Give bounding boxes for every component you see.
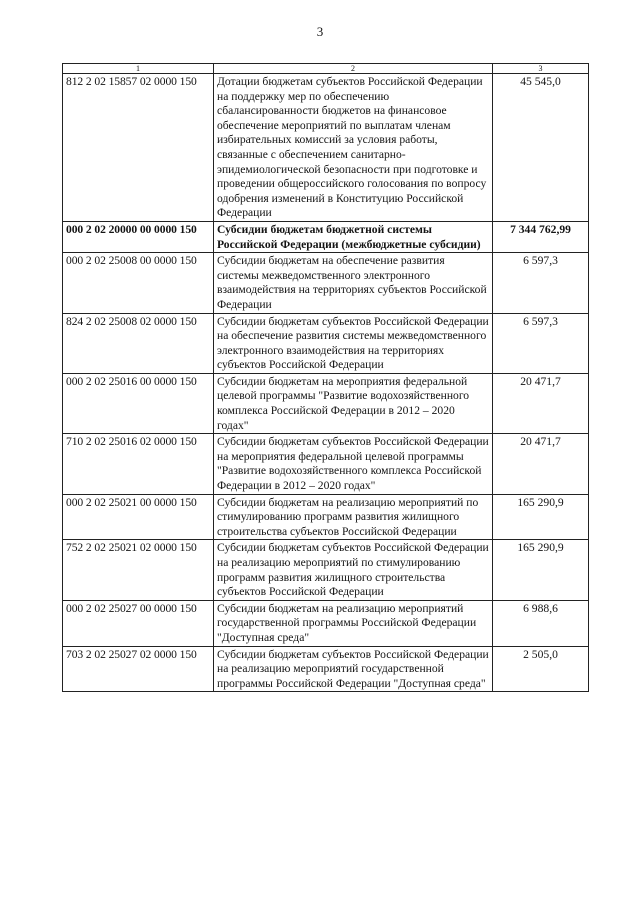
column-header: 3: [493, 64, 589, 74]
table-row: [63, 253, 589, 313]
budget-item-name: Субсидии бюджетам субъектов Российской Федерации на реализацию мероприятий по стимулированию программ развития жилищного строительства субъектов Российской Федерации: [214, 540, 493, 600]
budget-table: [62, 63, 589, 692]
table-row: [63, 494, 589, 540]
budget-code: 000 2 02 25021 00 0000 150: [63, 494, 214, 540]
budget-code: 000 2 02 25016 00 0000 150: [63, 373, 214, 433]
budget-code: 812 2 02 15857 02 0000 150: [63, 74, 214, 222]
budget-item-name: Субсидии бюджетам на мероприятия федеральной целевой программы "Развитие водохозяйственного комплекса Российской Федерации в 2012 – 2020 годах": [214, 373, 493, 433]
budget-item-name: Субсидии бюджетам на обеспечение развития системы межведомственного электронного взаимодействия на территориях субъектов Российской Федерации: [214, 253, 493, 313]
table-row: [63, 221, 589, 252]
budget-amount: 6 597,3: [493, 313, 589, 373]
table-row: [63, 434, 589, 494]
budget-item-name: Субсидии бюджетам бюджетной системы Российской Федерации (межбюджетные субсидии): [214, 221, 493, 252]
budget-code: 752 2 02 25021 02 0000 150: [63, 540, 214, 600]
budget-amount: 2 505,0: [493, 646, 589, 692]
budget-amount: 20 471,7: [493, 373, 589, 433]
budget-item-name: Субсидии бюджетам субъектов Российской Федерации на обеспечение развития системы межведомственного электронного взаимодействия на территориях субъектов Российской Федерации: [214, 313, 493, 373]
budget-code: 710 2 02 25016 02 0000 150: [63, 434, 214, 494]
table-row: [63, 540, 589, 600]
budget-code: 703 2 02 25027 02 0000 150: [63, 646, 214, 692]
table-row: [63, 646, 589, 692]
table-header-row: [63, 64, 589, 74]
budget-item-name: Субсидии бюджетам на реализацию мероприятий по стимулированию программ развития жилищного строительства субъектов Российской Федерации: [214, 494, 493, 540]
column-header: 1: [63, 64, 214, 74]
budget-amount: 20 471,7: [493, 434, 589, 494]
page-number: 3: [316, 24, 324, 39]
budget-code: 000 2 02 25008 00 0000 150: [63, 253, 214, 313]
budget-amount: 6 988,6: [493, 600, 589, 646]
budget-item-name: Субсидии бюджетам на реализацию мероприятий государственной программы Российской Федерации "Доступная среда": [214, 600, 493, 646]
budget-amount: 45 545,0: [493, 74, 589, 222]
budget-code: 000 2 02 25027 00 0000 150: [63, 600, 214, 646]
table-row: [63, 373, 589, 433]
budget-amount: 165 290,9: [493, 494, 589, 540]
budget-amount: 6 597,3: [493, 253, 589, 313]
table-row: [63, 313, 589, 373]
budget-code: 824 2 02 25008 02 0000 150: [63, 313, 214, 373]
budget-item-name: Субсидии бюджетам субъектов Российской Федерации на мероприятия федеральной целевой программы "Развитие водохозяйственного комплекса Российской Федерации в 2012 – 2020 годах": [214, 434, 493, 494]
table-row: [63, 74, 589, 222]
table-row: [63, 600, 589, 646]
budget-amount: 165 290,9: [493, 540, 589, 600]
budget-item-name: Субсидии бюджетам субъектов Российской Федерации на реализацию мероприятий государственной программы Российской Федерации "Доступная среда": [214, 646, 493, 692]
budget-amount: 7 344 762,99: [493, 221, 589, 252]
budget-code: 000 2 02 20000 00 0000 150: [63, 221, 214, 252]
column-header: 2: [214, 64, 493, 74]
budget-item-name: Дотации бюджетам субъектов Российской Федерации на поддержку мер по обеспечению сбалансированности бюджетов на финансовое обеспечение мероприятий по выплатам членам избирательных комиссий за условия работы, связанные с обеспечением санитарно-эпидемиологической безопасности при подготовке и проведении общероссийского голосования по вопросу одобрения изменений в Конституцию Российской Федерации: [214, 74, 493, 222]
